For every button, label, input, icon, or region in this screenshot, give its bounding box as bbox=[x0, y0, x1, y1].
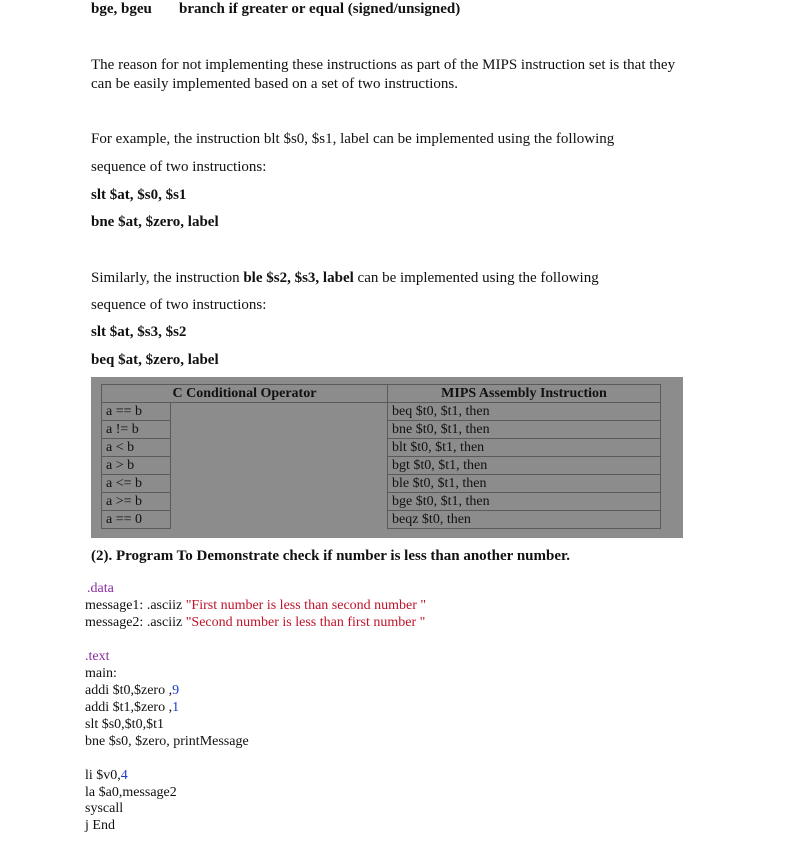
table-cell-operator: a == 0 bbox=[102, 511, 171, 529]
table-cell-empty bbox=[171, 511, 388, 529]
table-cell-instruction: bge $t0, $t1, then bbox=[388, 493, 661, 511]
example2-post: can be implemented using the following bbox=[353, 270, 599, 286]
table-row bbox=[102, 403, 661, 421]
table-cell-operator: a < b bbox=[102, 439, 171, 457]
li-value: 4 bbox=[120, 768, 128, 783]
table-row bbox=[102, 457, 661, 475]
message2-string: "Second number is less than first number " bbox=[185, 615, 426, 630]
example2-line-2: sequence of two instructions: bbox=[91, 297, 267, 313]
text-directive: .text bbox=[85, 649, 110, 664]
table-cell-operator: a > b bbox=[102, 457, 171, 475]
example1-line-2: sequence of two instructions: bbox=[91, 159, 267, 175]
table-cell-instruction: beqz $t0, then bbox=[388, 511, 661, 529]
addi-line-1 bbox=[85, 682, 179, 699]
table-cell-instruction: bne $t0, $t1, then bbox=[388, 421, 661, 439]
table-cell-operator: a == b bbox=[102, 403, 171, 421]
table-cell-operator: a <= b bbox=[102, 475, 171, 493]
table-cell-empty bbox=[171, 475, 388, 493]
instruction-mnemonic: bge, bgeu bbox=[91, 1, 152, 17]
table-row bbox=[102, 421, 661, 439]
table-header-c-operator: C Conditional Operator bbox=[102, 385, 388, 403]
example2-instr: ble $s2, $s3, label bbox=[243, 270, 354, 286]
table-cell-instruction: ble $t0, $t1, then bbox=[388, 475, 661, 493]
li-prefix: li $v0, bbox=[85, 768, 121, 783]
section-heading: (2). Program To Demonstrate check if number is less than another number. bbox=[91, 548, 571, 564]
example1-code-2: bne $at, $zero, label bbox=[91, 214, 219, 230]
table-cell-instruction: beq $t0, $t1, then bbox=[388, 403, 661, 421]
example2-code-1: slt $at, $s3, $s2 bbox=[91, 324, 187, 340]
main-label: main: bbox=[85, 666, 117, 681]
operator-table bbox=[101, 384, 661, 529]
la-line: la $a0,message2 bbox=[85, 785, 177, 800]
table-cell-empty bbox=[171, 457, 388, 475]
table-cell-operator: a != b bbox=[102, 421, 171, 439]
table-row bbox=[102, 511, 661, 529]
li-line bbox=[85, 767, 128, 784]
j-line: j End bbox=[85, 818, 115, 833]
table-row bbox=[102, 493, 661, 511]
paragraph-line-2: can be easily implemented based on a set of two instructions. bbox=[91, 76, 458, 92]
bne-line: bne $s0, $zero, printMessage bbox=[85, 734, 249, 749]
table-header-row bbox=[102, 385, 661, 403]
table-cell-operator: a >= b bbox=[102, 493, 171, 511]
instruction-description: branch if greater or equal (signed/unsigned) bbox=[179, 1, 461, 17]
syscall-line: syscall bbox=[85, 801, 124, 816]
table-row bbox=[102, 439, 661, 457]
table-cell-instruction: blt $t0, $t1, then bbox=[388, 439, 661, 457]
message1-label: message1: .asciiz bbox=[85, 598, 186, 613]
table-cell-empty bbox=[171, 493, 388, 511]
example2-line-1 bbox=[91, 269, 599, 288]
table-cell-instruction: bgt $t0, $t1, then bbox=[388, 457, 661, 475]
message1-line bbox=[85, 597, 426, 614]
example1-code-1: slt $at, $s0, $s1 bbox=[91, 187, 187, 203]
table-cell-empty bbox=[171, 403, 388, 421]
message2-label: message2: .asciiz bbox=[85, 615, 186, 630]
table-row bbox=[102, 475, 661, 493]
paragraph-line-1: The reason for not implementing these instructions as part of the MIPS instruction set is that they bbox=[91, 57, 676, 73]
addi2-prefix: addi $t1,$zero , bbox=[85, 700, 173, 715]
addi-line-2 bbox=[85, 699, 179, 716]
addi1-value: 9 bbox=[172, 683, 180, 698]
data-directive: .data bbox=[87, 581, 114, 596]
message2-line bbox=[85, 614, 425, 631]
message1-string: "First number is less than second number " bbox=[185, 598, 427, 613]
example1-line-1: For example, the instruction blt $s0, $s1, label can be implemented using the following bbox=[91, 131, 615, 147]
operator-table-image bbox=[91, 377, 683, 538]
table-header-mips: MIPS Assembly Instruction bbox=[388, 385, 661, 403]
example2-code-2: beq $at, $zero, label bbox=[91, 352, 219, 368]
example2-pre: Similarly, the instruction bbox=[91, 270, 244, 286]
table-cell-empty bbox=[171, 439, 388, 457]
addi1-prefix: addi $t0,$zero , bbox=[85, 683, 173, 698]
addi2-value: 1 bbox=[172, 700, 180, 715]
table-cell-empty bbox=[171, 421, 388, 439]
slt-line: slt $s0,$t0,$t1 bbox=[85, 717, 164, 732]
